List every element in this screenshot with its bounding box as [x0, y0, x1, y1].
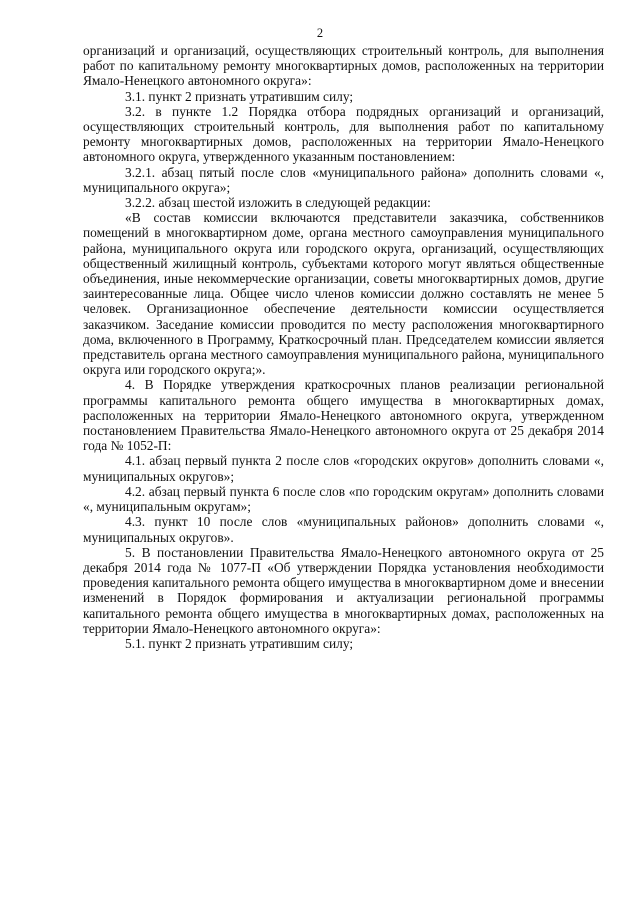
- page-number: 2: [316, 26, 324, 40]
- document-body: [83, 43, 604, 651]
- paragraph-5-1: 5.1. пункт 2 признать утратившим силу;: [125, 635, 354, 651]
- paragraph-4-3: 4.3. пункт 10 после слов «муниципальных районов» дополнить словами «, муниципальных округов».: [83, 514, 604, 545]
- paragraph-3-2-2: 3.2.2. абзац шестой изложить в следующей редакции:: [125, 195, 431, 211]
- paragraph-3-1: 3.1. пункт 2 признать утратившим силу;: [125, 88, 354, 104]
- paragraph-3-2-1: 3.2.1. абзац пятый после слов «муниципального района» дополнить словами «, муниципального округа»;: [83, 164, 604, 195]
- paragraph-4: 4. В Порядке утверждения краткосрочных планов реализации региональной программы капитального ремонта общего имущества в многоквартирных домах, расположенных на территории Ямало-Ненецкого автономного округа, утвержденном постановлением Правительства Ямало-Ненецкого автономного округа от 25 декабря 2014 года № 1052-П:: [83, 377, 604, 454]
- paragraph-continuation: организаций и организаций, осуществляющих строительный контроль, для выполнения работ по капитальному ремонту многоквартирных домов, расположенных на территории Ямало-Ненецкого автономного округа»:: [83, 43, 604, 89]
- paragraph-quoted-text: «В состав комиссии включаются представители заказчика, собственников помещений в многоквартирном доме, органа местного самоуправления муниципального района, муниципального округа или городского округа, организаций, осуществляющих общественный жилищный контроль, субъектами которого могут являться общественные объединения, иные некоммерческие организации, советы многоквартирных домов, другие заинтересованные лица. Общее число членов комиссии должно составлять не менее 5 человек. Организационное обеспечение деятельности комиссии осуществляется заказчиком. Заседание комиссии проводится по месту расположения многоквартирного дома, включенного в Программу, Краткосрочный план. Председателем комиссии является представитель органа местного самоуправления муниципального района, муниципального округа или городского округа;».: [83, 210, 604, 378]
- paragraph-4-2: 4.2. абзац первый пункта 6 после слов «по городским округам» дополнить словами «, муниципальным округам»;: [83, 483, 604, 515]
- paragraph-3-2: 3.2. в пункте 1.2 Порядка отбора подрядных организаций и организаций, осуществляющих строительный контроль, для выполнения работ по капитальному ремонту многоквартирных домов, расположенных на территории Ямало-Ненецкого автономного округа, утвержденного указанным постановлением:: [83, 103, 604, 165]
- paragraph-5: 5. В постановлении Правительства Ямало-Ненецкого автономного округа от 25 декабря 2014 года № 1077-П «Об утверждении Порядка установления необходимости проведения капитального ремонта общего имущества в многоквартирном доме и внесении изменений в Порядок формирования и актуализации региональной программы капитального ремонта общего имущества в многоквартирных домах, расположенных на территории Ямало-Ненецкого автономного округа»:: [83, 544, 604, 636]
- paragraph-4-1: 4.1. абзац первый пункта 2 после слов «городских округов» дополнить словами «, муниципальных округов»;: [83, 453, 604, 484]
